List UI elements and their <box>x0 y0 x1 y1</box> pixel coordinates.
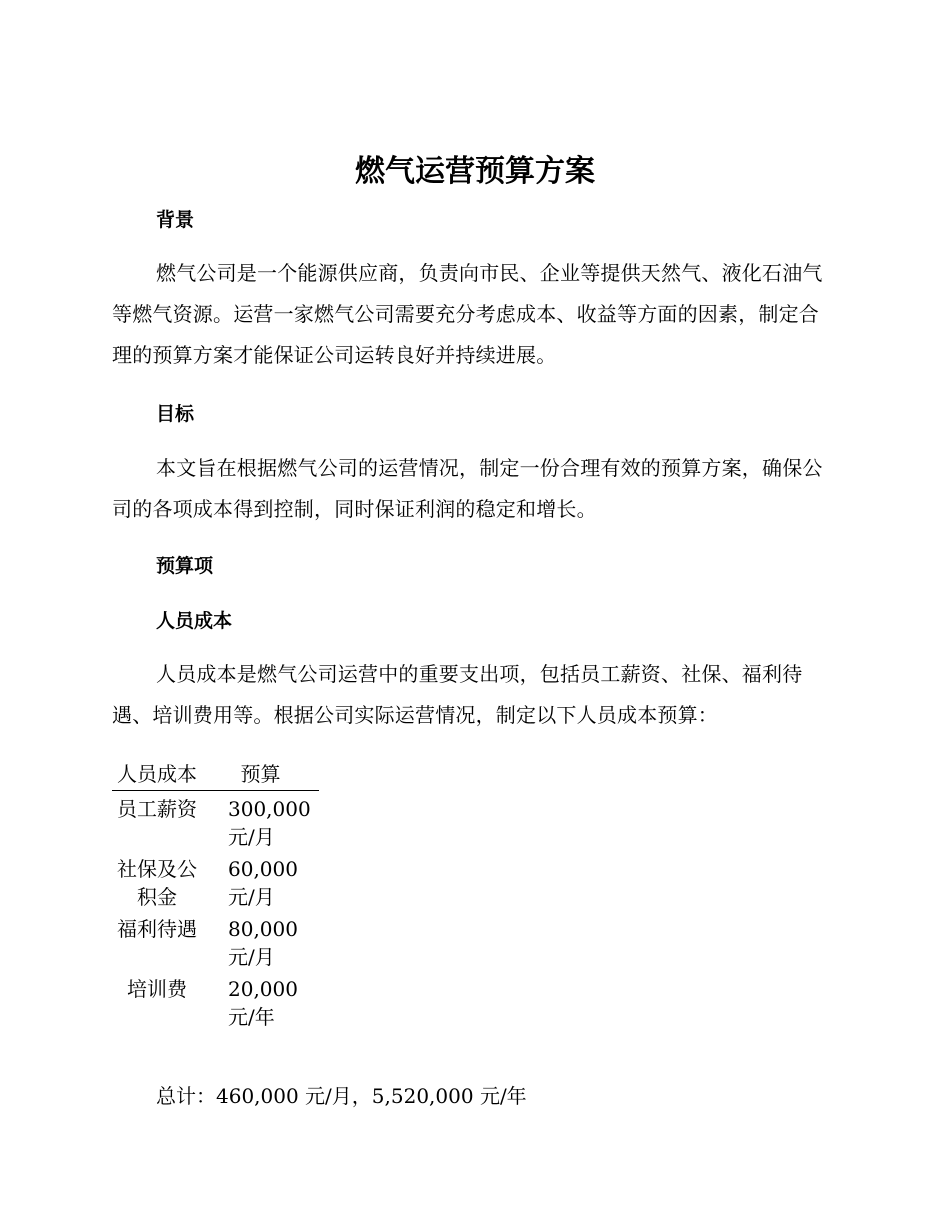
table-row <box>112 795 319 851</box>
total-summary: 总计：460,000 元/月，5,520,000 元/年 <box>156 1084 527 1108</box>
table-cell-item: 福利待遇 <box>117 917 197 941</box>
document-title: 燃气运营预算方案 <box>355 154 595 189</box>
budget-unit: 元/月 <box>228 885 275 909</box>
heading-budget-items: 预算项 <box>156 555 214 577</box>
table-cell-budget <box>202 975 319 1031</box>
table-header-row <box>112 760 319 791</box>
budget-amount: 20,000 <box>228 977 298 1001</box>
budget-amount: 80,000 <box>228 917 298 941</box>
budget-unit: 元/月 <box>228 945 275 969</box>
table-header-budget: 预算 <box>240 762 281 786</box>
heading-goal: 目标 <box>156 403 195 425</box>
budget-unit: 元/年 <box>228 1005 275 1029</box>
budget-amount: 60,000 <box>228 857 298 881</box>
table-row <box>112 855 319 911</box>
table-row <box>112 915 319 971</box>
table-cell-budget <box>202 915 319 971</box>
budget-amount: 300,000 <box>228 797 311 821</box>
budget-unit: 元/月 <box>228 825 275 849</box>
paragraph-goal: 本文旨在根据燃气公司的运营情况，制定一份合理有效的预算方案，确保公司的各项成本得到控制，同时保证利润的稳定和增长。 <box>112 456 823 521</box>
paragraph-personnel-cost: 人员成本是燃气公司运营中的重要支出项，包括员工薪资、社保、福利待遇、培训费用等。根据公司实际运营情况，制定以下人员成本预算： <box>112 662 803 727</box>
table-cell-budget <box>202 795 319 851</box>
table-cell-item: 社保及公积金 <box>117 857 197 909</box>
personnel-cost-table <box>112 760 319 1031</box>
heading-personnel-cost: 人员成本 <box>156 610 233 632</box>
table-cell-budget <box>202 855 319 911</box>
table-cell-item: 培训费 <box>127 977 187 1001</box>
paragraph-background: 燃气公司是一个能源供应商，负责向市民、企业等提供天然气、液化石油气等燃气资源。运营一家燃气公司需要充分考虑成本、收益等方面的因素，制定合理的预算方案才能保证公司运转良好并持续进展。 <box>112 261 823 367</box>
table-header-item: 人员成本 <box>117 762 197 786</box>
table-row <box>112 975 319 1031</box>
heading-background: 背景 <box>156 209 195 231</box>
table-cell-item: 员工薪资 <box>117 797 197 821</box>
